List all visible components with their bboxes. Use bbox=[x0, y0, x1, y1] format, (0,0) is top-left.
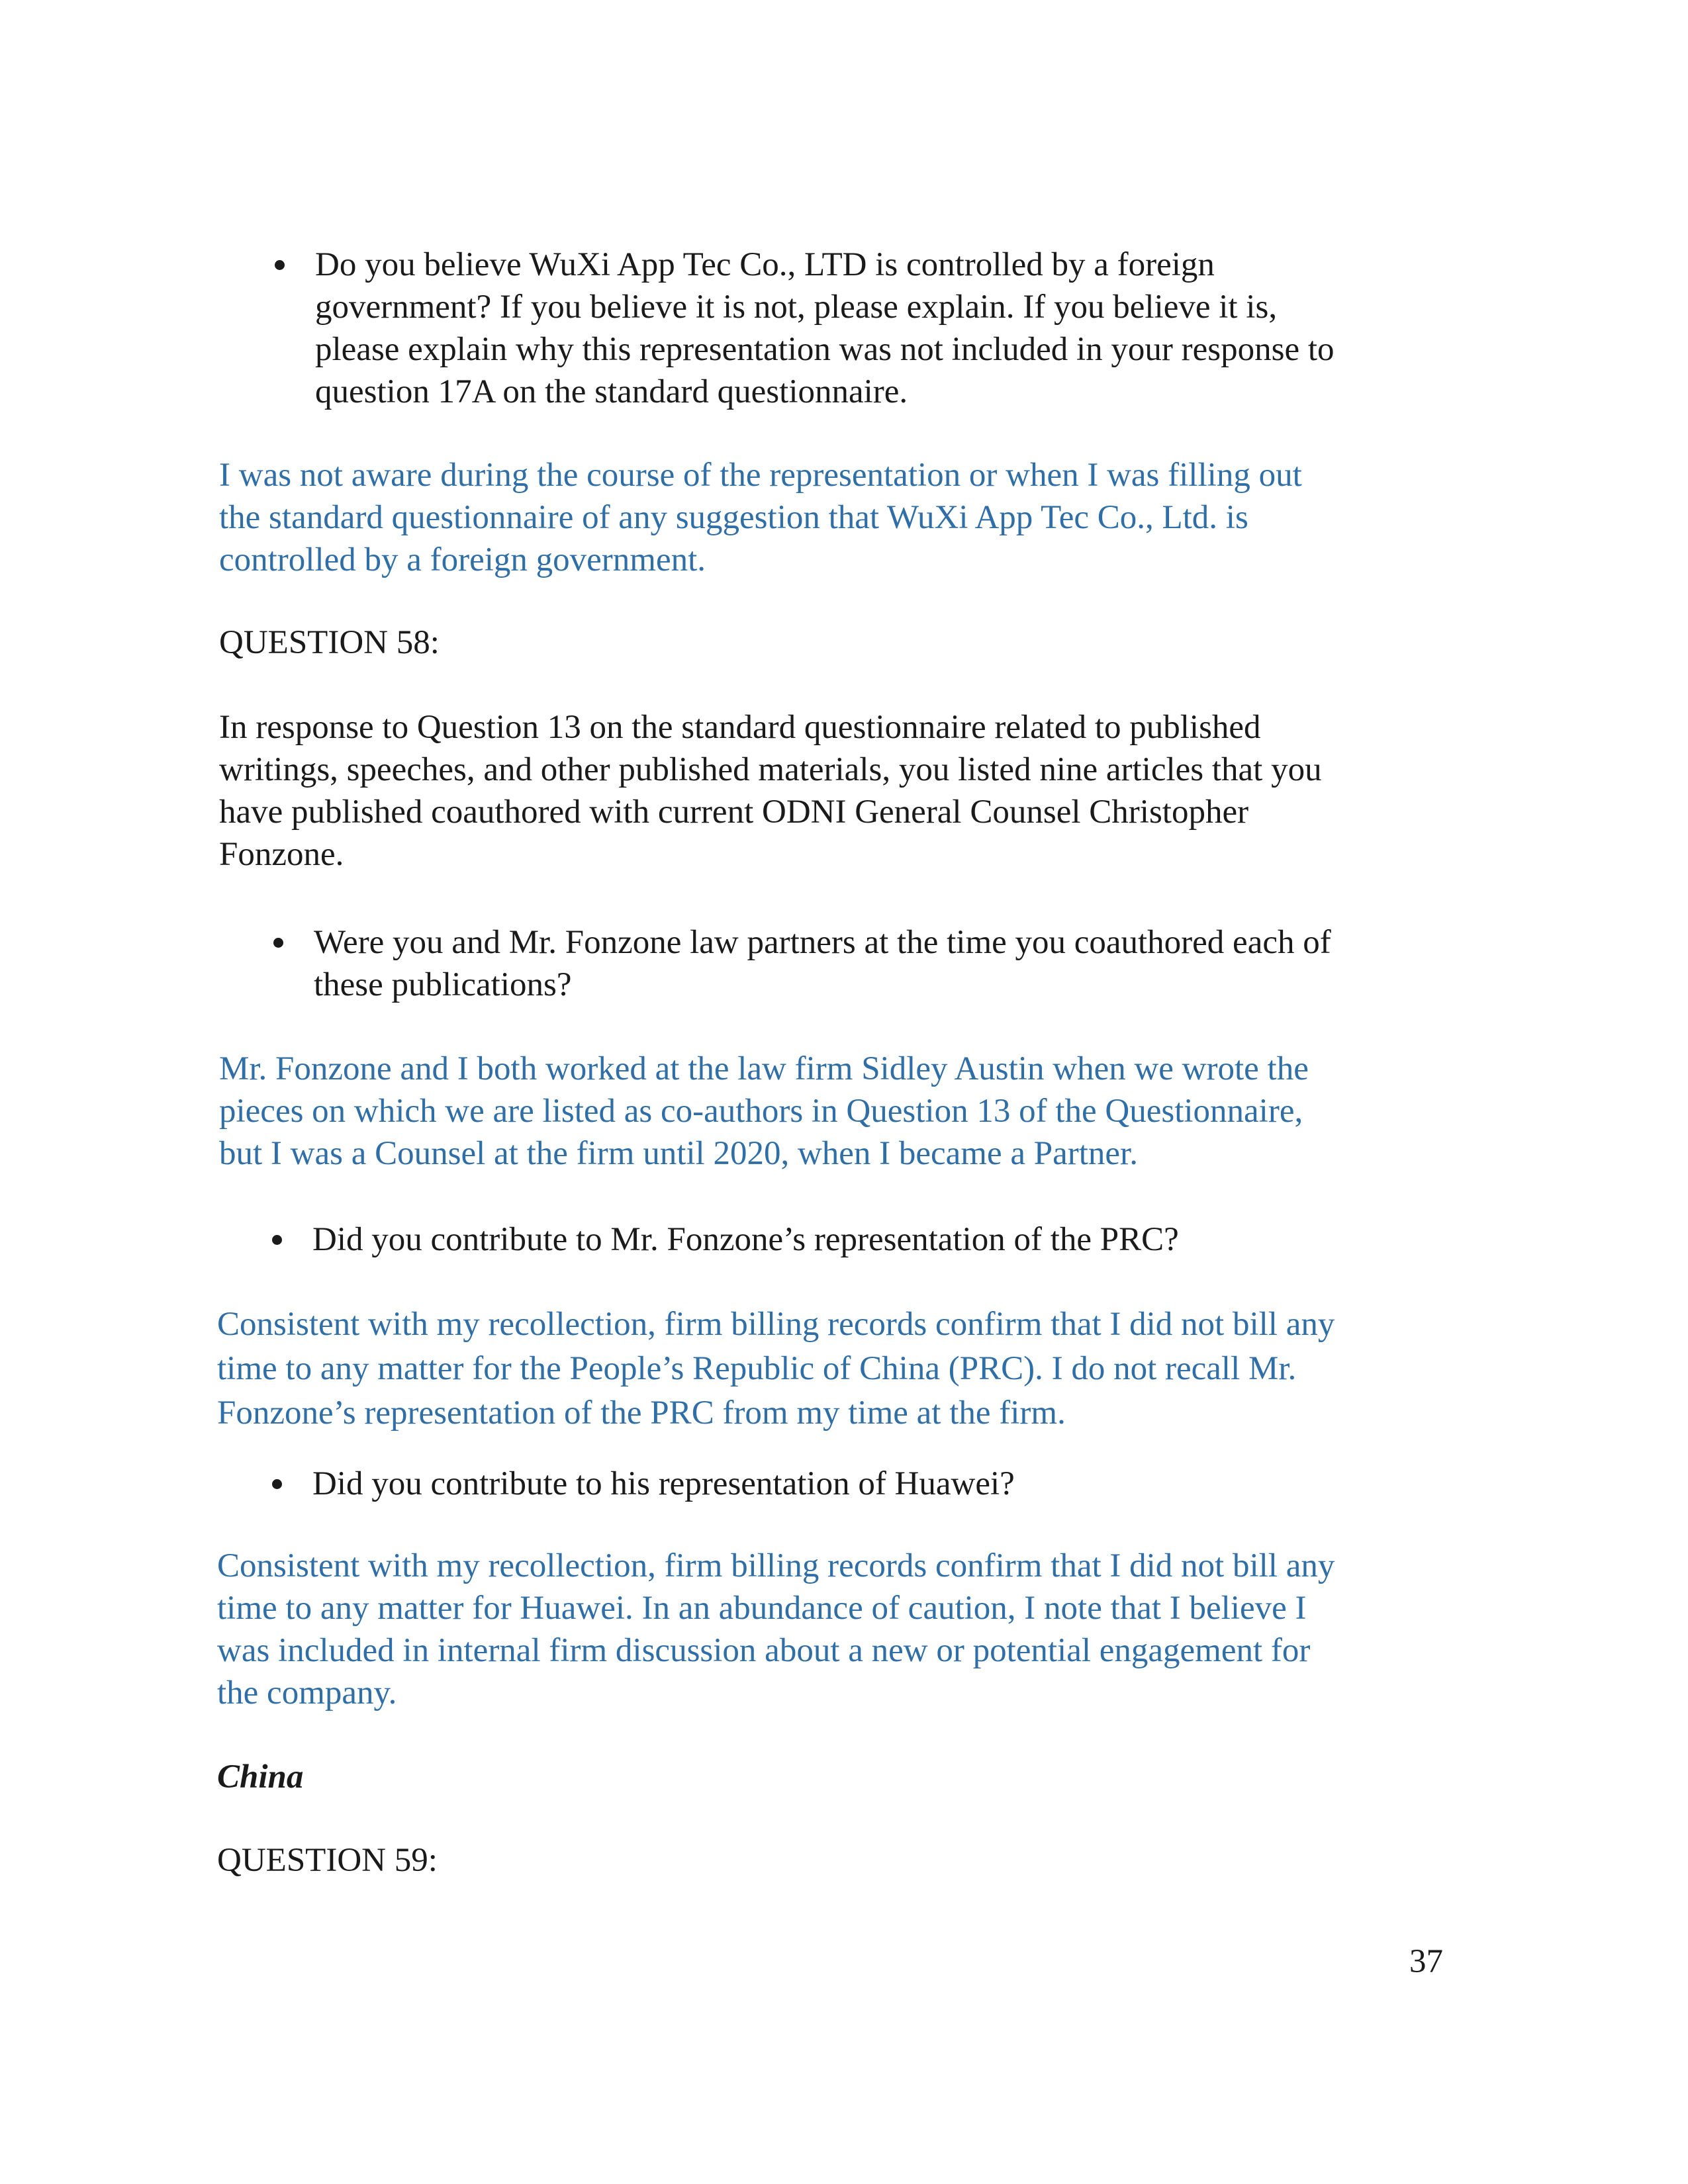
text-line: question 17A on the standard questionnaire. bbox=[315, 373, 908, 410]
answer-partners bbox=[219, 1048, 1309, 1175]
section-heading-china bbox=[217, 1756, 303, 1798]
page-number: 37 bbox=[1409, 1943, 1443, 1980]
text-line: Were you and Mr. Fonzone law partners at the time you coauthored each of bbox=[314, 924, 1331, 961]
text-line: please explain why this representation was not included in your response to bbox=[315, 331, 1335, 368]
bullet-icon bbox=[275, 260, 285, 270]
text-line: Did you contribute to Mr. Fonzone’s representation of the PRC? bbox=[312, 1221, 1179, 1258]
answer-huawei bbox=[217, 1545, 1335, 1714]
bullet-question-partners bbox=[314, 921, 1331, 1006]
text-line: Do you believe WuXi App Tec Co., LTD is controlled by a foreign bbox=[315, 246, 1215, 283]
text-line: Consistent with my recollection, firm billing records confirm that I did not bill any bbox=[217, 1306, 1335, 1343]
question-59-heading bbox=[217, 1839, 438, 1882]
bullet-icon bbox=[273, 938, 283, 948]
text-line: Mr. Fonzone and I both worked at the law firm Sidley Austin when we wrote the bbox=[219, 1050, 1309, 1087]
text-line: time to any matter for Huawei. In an abundance of caution, I note that I believe I bbox=[217, 1590, 1307, 1627]
text-line: Consistent with my recollection, firm billing records confirm that I did not bill any bbox=[217, 1547, 1335, 1584]
text-line: time to any matter for the People’s Republic of China (PRC). I do not recall Mr. bbox=[217, 1350, 1297, 1387]
text-line: Fonzone’s representation of the PRC from my time at the firm. bbox=[217, 1394, 1066, 1432]
bullet-question-wuxi bbox=[315, 244, 1335, 413]
text-line: but I was a Counsel at the firm until 2020, when I became a Partner. bbox=[219, 1135, 1138, 1172]
text-line: controlled by a foreign government. bbox=[219, 541, 706, 578]
text-line: writings, speeches, and other published materials, you listed nine articles that you bbox=[219, 751, 1322, 788]
text-line: government? If you believe it is not, please explain. If you believe it is, bbox=[315, 289, 1278, 326]
text-line: QUESTION 59: bbox=[217, 1842, 438, 1879]
bullet-icon bbox=[272, 1479, 282, 1489]
bullet-question-prc bbox=[312, 1218, 1179, 1261]
text-line: the company. bbox=[217, 1674, 397, 1711]
text-line: was included in internal firm discussion about a new or potential engagement for bbox=[217, 1632, 1311, 1669]
answer-wuxi bbox=[219, 454, 1302, 581]
bullet-question-huawei bbox=[312, 1463, 1015, 1505]
text-line: Did you contribute to his representation of Huawei? bbox=[312, 1465, 1015, 1502]
question-58-heading bbox=[219, 621, 440, 664]
answer-prc bbox=[217, 1302, 1335, 1435]
text-line: these publications? bbox=[314, 966, 572, 1003]
text-line: QUESTION 58: bbox=[219, 624, 440, 661]
text-line: In response to Question 13 on the standard questionnaire related to published bbox=[219, 709, 1261, 746]
text-line: Fonzone. bbox=[219, 836, 344, 873]
text-line: have published coauthored with current ODNI General Counsel Christopher bbox=[219, 794, 1249, 831]
text-line: I was not aware during the course of the representation or when I was filling out bbox=[219, 457, 1302, 494]
text-line: pieces on which we are listed as co-authors in Question 13 of the Questionnaire, bbox=[219, 1093, 1303, 1130]
question-58-text bbox=[219, 706, 1322, 876]
bullet-icon bbox=[272, 1235, 282, 1245]
text-line: China bbox=[217, 1758, 304, 1796]
text-line: the standard questionnaire of any suggestion that WuXi App Tec Co., Ltd. is bbox=[219, 499, 1248, 536]
